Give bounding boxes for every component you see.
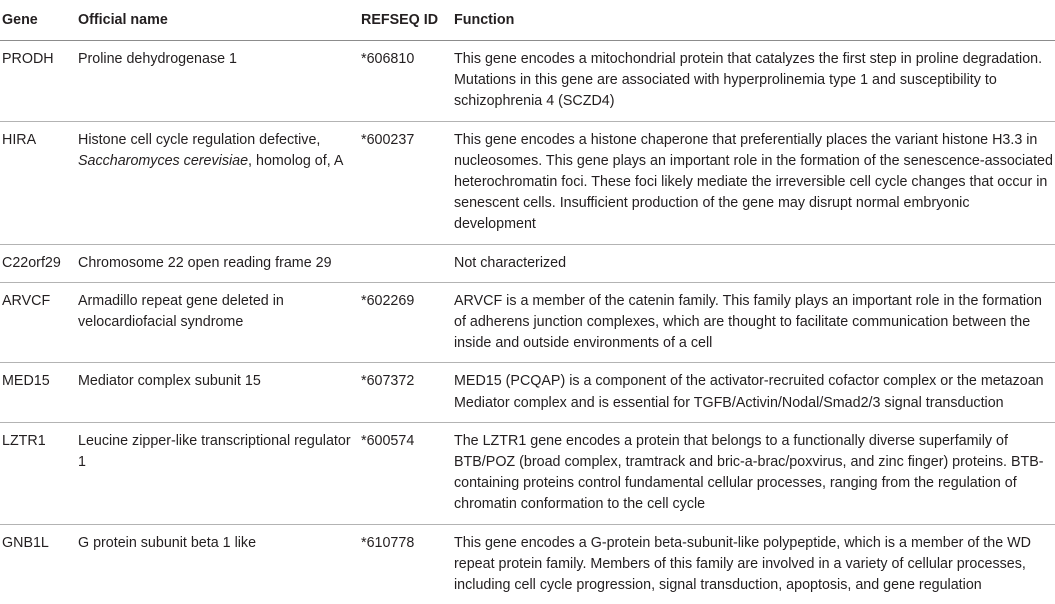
table-row <box>0 363 1055 422</box>
table-row <box>0 121 1055 244</box>
function-cell: The LZTR1 gene encodes a protein that belongs to a functionally diverse superfamily of BTB/POZ (broad complex, tramtrack and bric-a-brac/poxvirus, and zinc finger) proteins. BTB-containing proteins control fundamental cellular processes, ranging from the regulation of chromatin conformation to the cell cycle <box>452 422 1055 524</box>
gene-cell: GNB1L <box>0 524 76 604</box>
official-name-cell <box>76 121 359 244</box>
header-function: Function <box>452 0 1055 41</box>
refseq-cell: *600237 <box>359 121 452 244</box>
header-refseq-id: REFSEQ ID <box>359 0 452 41</box>
function-cell: Not characterized <box>452 244 1055 282</box>
gene-cell: HIRA <box>0 121 76 244</box>
table-body <box>0 41 1055 604</box>
official-name-cell <box>76 282 359 363</box>
official-name-text: Proline dehydrogenase 1 <box>78 51 237 67</box>
table-row <box>0 244 1055 282</box>
function-cell: This gene encodes a G-protein beta-subunit-like polypeptide, which is a member of the WD repeat protein family. Members of this family are involved in a variety of cellular processes, including cell cycle progression, signal transduction, apoptosis, and gene regulation <box>452 524 1055 604</box>
gene-cell: PRODH <box>0 41 76 122</box>
function-cell: This gene encodes a histone chaperone that preferentially places the variant histone H3.3 in nucleosomes. This gene plays an important role in the formation of the senescence-associated heterochromatin foci. These foci likely mediate the irreversible cell cycle changes that occur in senescent cells. Insufficient production of the gene may disrupt normal embryonic development <box>452 121 1055 244</box>
header-row <box>0 0 1055 41</box>
function-cell: This gene encodes a mitochondrial protein that catalyzes the first step in proline degradation. Mutations in this gene are associated with hyperprolinemia type 1 and susceptibility to schizophrenia 4 (SCZD4) <box>452 41 1055 122</box>
table-row <box>0 41 1055 122</box>
function-cell: ARVCF is a member of the catenin family. This family plays an important role in the formation of adherens junction complexes, which are thought to facilitate communication between the inside and outside environments of a cell <box>452 282 1055 363</box>
official-name-text: Mediator complex subunit 15 <box>78 373 261 389</box>
refseq-cell: *602269 <box>359 282 452 363</box>
table-header <box>0 0 1055 41</box>
refseq-cell: *607372 <box>359 363 452 422</box>
official-name-cell <box>76 41 359 122</box>
table-row <box>0 282 1055 363</box>
header-gene: Gene <box>0 0 76 41</box>
gene-cell: MED15 <box>0 363 76 422</box>
official-name-text: Histone cell cycle regulation defective, <box>78 132 320 148</box>
gene-cell: LZTR1 <box>0 422 76 524</box>
official-name-cell <box>76 363 359 422</box>
header-official-name: Official name <box>76 0 359 41</box>
table-row <box>0 524 1055 604</box>
official-name-cell <box>76 524 359 604</box>
official-name-text: Leucine zipper-like transcriptional regulator 1 <box>78 433 351 470</box>
official-name-text: Armadillo repeat gene deleted in velocardiofacial syndrome <box>78 293 284 330</box>
species-name-italic: Saccharomyces cerevisiae <box>78 153 248 169</box>
official-name-text: G protein subunit beta 1 like <box>78 535 256 551</box>
official-name-cell <box>76 422 359 524</box>
table-row <box>0 422 1055 524</box>
official-name-cell <box>76 244 359 282</box>
refseq-cell: *600574 <box>359 422 452 524</box>
refseq-cell: *606810 <box>359 41 452 122</box>
refseq-cell: *610778 <box>359 524 452 604</box>
refseq-cell <box>359 244 452 282</box>
gene-cell: C22orf29 <box>0 244 76 282</box>
official-name-text: Chromosome 22 open reading frame 29 <box>78 255 332 271</box>
gene-cell: ARVCF <box>0 282 76 363</box>
function-cell: MED15 (PCQAP) is a component of the activator-recruited cofactor complex or the metazoan Mediator complex and is essential for TGFB/Activin/Nodal/Smad2/3 signal transduction <box>452 363 1055 422</box>
official-name-suffix: , homolog of, A <box>248 153 343 169</box>
